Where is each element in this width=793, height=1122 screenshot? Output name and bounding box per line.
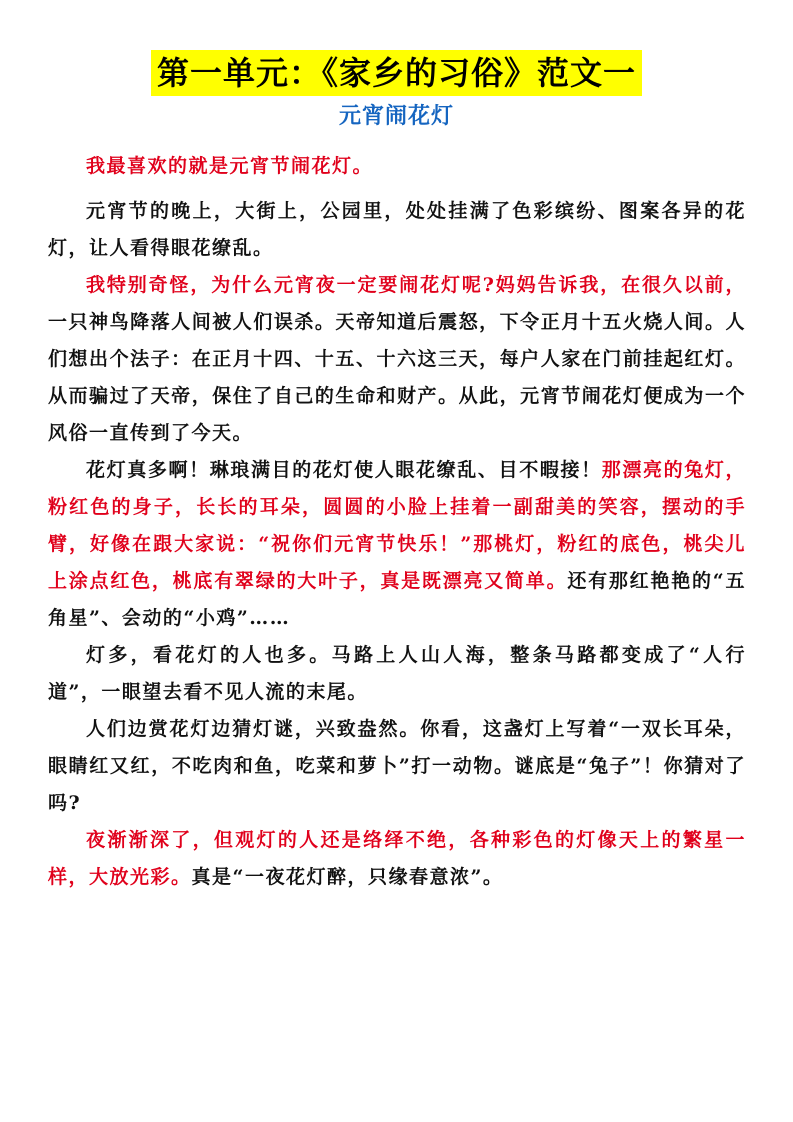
paragraph-7 (48, 822, 746, 896)
essay-body (48, 148, 746, 896)
paragraph-7-run-1: 夜渐渐深了，但观灯的人还是络绎不绝，各种彩色的灯像天上的繁星一样，大放光彩。 (48, 829, 746, 888)
paragraph-1-run-1: 我最喜欢的就是元宵节闹花灯。 (86, 155, 374, 177)
paragraph-3 (48, 267, 746, 452)
paragraph-5 (48, 637, 746, 711)
paragraph-4-run-1: 花灯真多啊！琳琅满目的花灯使人眼花缭乱、目不暇接！ (86, 459, 602, 481)
paragraph-7-run-2: 真是“一夜花灯醉，只缘春意浓”。 (191, 866, 504, 888)
paragraph-4 (48, 452, 746, 637)
paragraph-3-run-1: 我特别奇怪，为什么元宵夜一定要闹花灯呢?妈妈告诉我，在很久以前， (86, 274, 746, 296)
paragraph-1 (48, 148, 746, 185)
paragraph-2 (48, 193, 746, 267)
page-title: 第一单元：《家乡的习俗》范文一 (151, 50, 642, 96)
paragraph-4-run-2: 那漂亮的兔灯，粉红色的身子，长长的耳朵，圆圆的小脸上挂着一副甜美的笑容，摆动的手臂，好像在跟大家说：“祝你们元宵节快乐！”那桃灯，粉红的底色，桃尖儿上涂点红色，桃底有翠绿的大叶子，真是既漂亮又简单。 (48, 459, 746, 592)
paragraph-6-run-1: 人们边赏花灯边猜灯谜，兴致盎然。你看，这盏灯上写着“一双长耳朵，眼睛红又红，不吃肉和鱼，吃菜和萝卜”打一动物。谜底是“兔子”！你猜对了吗? (48, 718, 746, 814)
paragraph-5-run-1: 灯多，看花灯的人也多。马路上人山人海，整条马路都变成了“人行道”，一眼望去看不见人流的末尾。 (48, 644, 746, 703)
paragraph-3-run-2: 一只神鸟降落人间被人们误杀。天帝知道后震怒，下令正月十五火烧人间。人们想出个法子：在正月十四、十五、十六这三天，每户人家在门前挂起红灯。从而骗过了天帝，保住了自己的生命和财产。从此，元宵节闹花灯便成为一个风俗一直传到了今天。 (48, 311, 746, 444)
paragraph-2-run-1: 元宵节的晚上，大街上，公园里，处处挂满了色彩缤纷、图案各异的花灯，让人看得眼花缭乱。 (48, 200, 746, 259)
paragraph-4-run-3: 还有那红艳艳的“五角星”、会动的“小鸡”…… (48, 570, 746, 629)
title-container (0, 50, 793, 96)
paragraph-6 (48, 711, 746, 822)
page-subtitle: 元宵闹花灯 (338, 104, 454, 129)
